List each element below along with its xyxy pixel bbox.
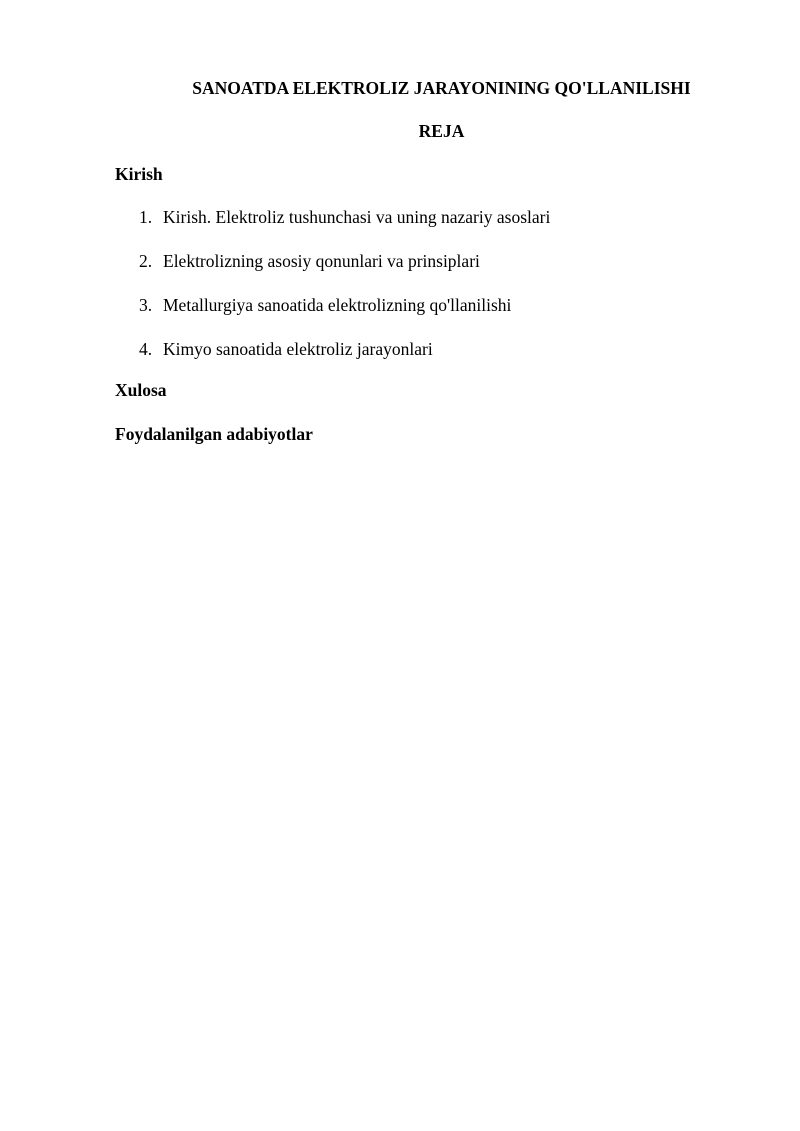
toc-item-text: Kimyo sanoatida elektroliz jarayonlari (163, 339, 433, 359)
conclusion-heading: Xulosa (115, 380, 167, 400)
toc-item-text: Elektrolizning asosiy qonunlari va prinsiplari (163, 251, 480, 271)
document-title: SANOATDA ELEKTROLIZ JARAYONINING QO'LLANILISHI (192, 78, 691, 98)
toc-item-number: 3. (139, 295, 153, 315)
toc-item (115, 250, 768, 294)
toc-item (115, 338, 768, 382)
references-heading: Foydalanilgan adabiyotlar (115, 424, 313, 444)
toc-item-number: 2. (139, 251, 153, 271)
intro-heading: Kirish (115, 164, 163, 184)
toc-item-text: Metallurgiya sanoatida elektrolizning qo'llanilishi (163, 295, 512, 315)
toc-item-number: 4. (139, 339, 153, 359)
toc-item-text: Kirish. Elektroliz tushunchasi va uning nazariy asoslari (163, 207, 551, 227)
plan-heading: REJA (418, 121, 465, 141)
table-of-contents (115, 206, 768, 382)
toc-item-number: 1. (139, 207, 153, 227)
toc-item (115, 294, 768, 338)
toc-item (115, 206, 768, 250)
